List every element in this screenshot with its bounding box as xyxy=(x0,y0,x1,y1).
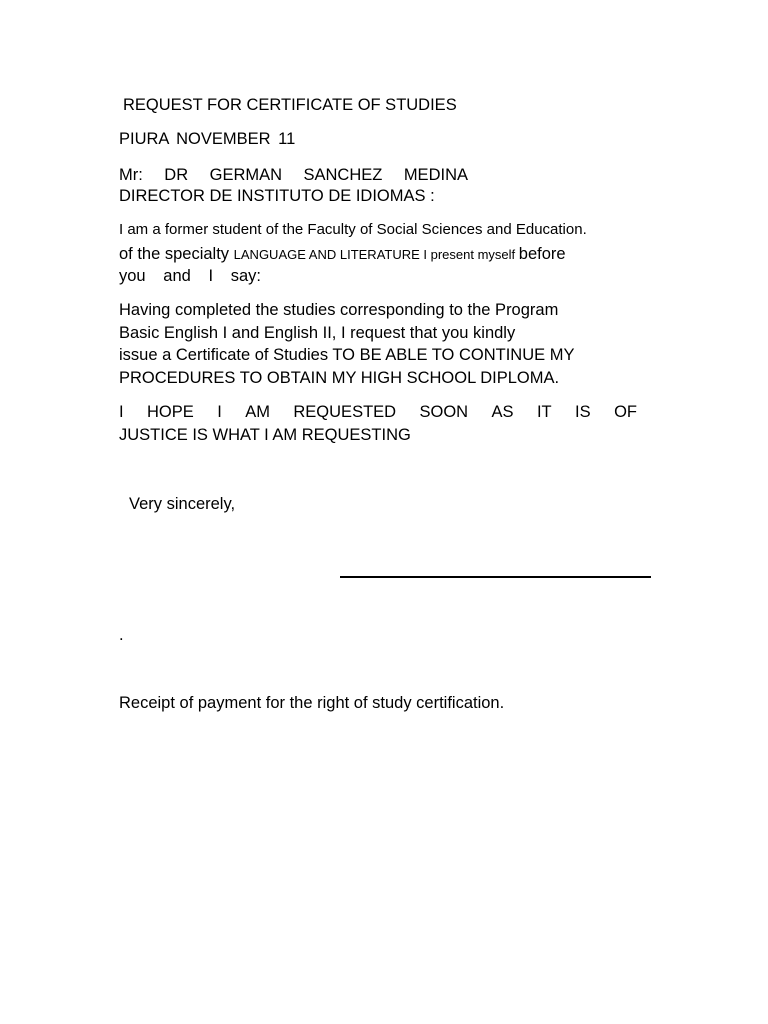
recipient-word: SANCHEZ xyxy=(303,166,383,184)
paragraph1-word: you xyxy=(119,267,146,285)
paragraph3-word: IS xyxy=(575,403,591,421)
recipient-name-line xyxy=(119,164,468,186)
recipient-word: GERMAN xyxy=(209,166,283,184)
paragraph2-line1: Having completed the studies corresponding to the Program xyxy=(119,301,559,319)
paragraph3-word: AS xyxy=(491,403,514,421)
paragraph3-word: HOPE xyxy=(147,403,194,421)
paragraph1-line2-part3: before xyxy=(518,245,566,263)
paragraph3-line2: JUSTICE IS WHAT I AM REQUESTING xyxy=(119,426,411,444)
paragraph1-word: I xyxy=(208,267,214,285)
closing-salutation: Very sincerely, xyxy=(129,495,236,513)
paragraph3-word: I xyxy=(119,403,124,421)
receipt-note: Receipt of payment for the right of study certification. xyxy=(119,694,505,712)
paragraph1-word: and xyxy=(163,267,191,285)
recipient-word: MEDINA xyxy=(403,166,468,184)
paragraph1-line2 xyxy=(119,243,566,266)
paragraph3-word: I xyxy=(217,403,222,421)
paragraph2-line3: issue a Certificate of Studies TO BE ABLE TO CONTINUE MY xyxy=(119,346,575,364)
paragraph3-word: REQUESTED xyxy=(293,403,397,421)
paragraph1-line1: I am a former student of the Faculty of Social Sciences and Education. xyxy=(119,221,587,238)
paragraph1-line2-part2: LANGUAGE AND LITERATURE I present myself xyxy=(233,247,519,262)
paragraph2-line2: Basic English I and English II, I request that you kindly xyxy=(119,324,516,342)
document-title: REQUEST FOR CERTIFICATE OF STUDIES xyxy=(123,96,457,114)
recipient-word: Mr: xyxy=(119,166,143,184)
paragraph1-word: say: xyxy=(230,267,261,285)
paragraph3-word: OF xyxy=(614,403,637,421)
paragraph2-line4: PROCEDURES TO OBTAIN MY HIGH SCHOOL DIPLOMA. xyxy=(119,369,560,387)
paragraph3-line1 xyxy=(119,401,637,423)
recipient-title-line: DIRECTOR DE INSTITUTO DE IDIOMAS : xyxy=(119,187,435,205)
paragraph3-word: IT xyxy=(536,403,552,421)
document-date: PIURA NOVEMBER 11 xyxy=(119,130,296,148)
paragraph3-word: AM xyxy=(245,403,270,421)
recipient-word: DR xyxy=(164,166,189,184)
paragraph1-line3 xyxy=(119,265,261,287)
separator-dot: . xyxy=(119,626,124,644)
signature-line xyxy=(340,576,651,578)
paragraph1-line2-part1: of the specialty xyxy=(119,245,234,263)
paragraph3-word: SOON xyxy=(419,403,469,421)
